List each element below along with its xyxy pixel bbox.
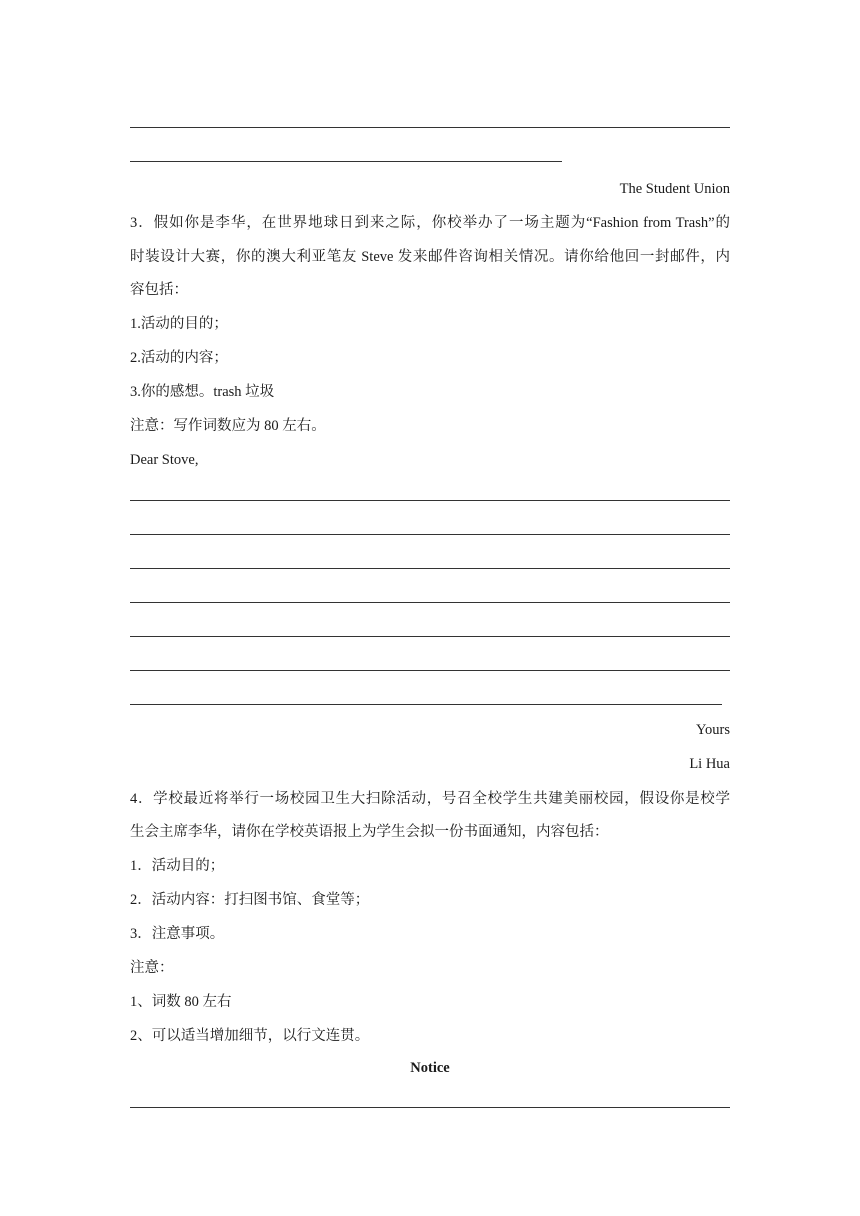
letter-closing: Yours [696,722,730,738]
answer-line [130,127,730,128]
answer-line [130,670,730,671]
answer-line [130,704,722,705]
q4-note-label: 注意： [130,960,174,976]
answer-line [130,636,730,637]
notice-heading: Notice [410,1060,450,1076]
question-4-text [130,782,730,816]
letter-name: Li Hua [689,756,730,772]
answer-line [130,161,562,162]
q4-item: 1．活动目的； [130,858,225,874]
answer-line [130,1107,730,1108]
q4-item: 2．活动内容：打扫图书馆、食堂等； [130,892,370,908]
letter-greeting: Dear Stove, [130,452,199,468]
question-3-line-2: 时装设计大赛，你的澳大利亚笔友 Steve 发来邮件咨询相关情况。请你给他回一封邮件，内 [130,249,730,265]
question-3-line-1: 3．假如你是李华，在世界地球日到来之际，你校举办了一场主题为“Fashion from Trash”的 [130,215,730,231]
q4-item: 3．注意事项。 [130,926,225,942]
question-3-line-3: 容包括： [130,282,188,298]
question-4-line-2: 生会主席李华，请你在学校英语报上为学生会拟一份书面通知，内容包括： [130,824,609,840]
q3-item: 1.活动的目的； [130,316,228,332]
question-4-line-1: 4．学校最近将举行一场校园卫生大扫除活动，号召全校学生共建美丽校园，假设你是校学 [130,791,730,807]
answer-line [130,500,730,501]
q3-note: 注意：写作词数应为 80 左右。 [130,418,326,434]
q4-note: 1、词数 80 左右 [130,994,232,1010]
answer-line [130,602,730,603]
question-3-text [130,206,730,274]
answer-line [130,534,730,535]
answer-line [130,568,730,569]
q3-item: 3.你的感想。trash 垃圾 [130,384,275,400]
q4-note: 2、可以适当增加细节，以行文连贯。 [130,1028,370,1044]
signature: The Student Union [619,181,730,197]
q3-item: 2.活动的内容； [130,350,228,366]
